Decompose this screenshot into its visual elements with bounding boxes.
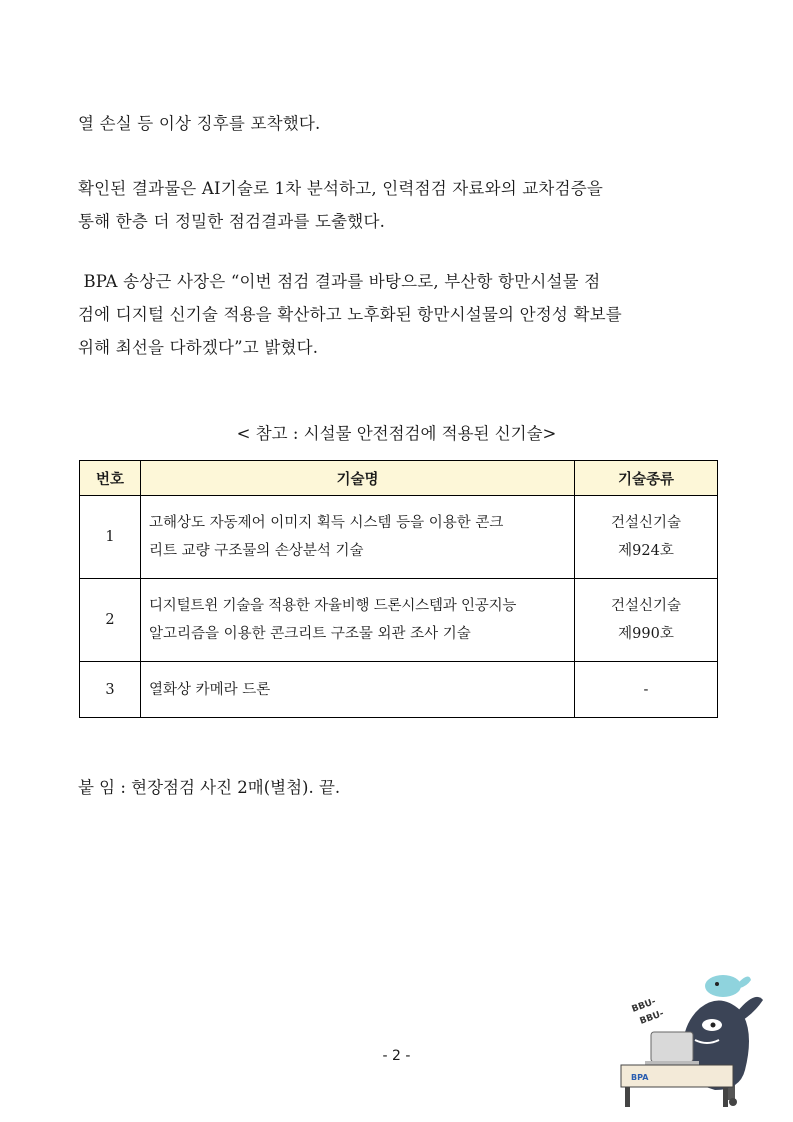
row-technology-name [141, 496, 575, 579]
table-header-row [80, 461, 718, 496]
header-technology-type: 기술종류 [575, 461, 718, 496]
paragraph-1 [78, 107, 718, 140]
page-number: - 2 - [382, 1048, 411, 1064]
row-number: 1 [80, 496, 141, 579]
technology-table [79, 460, 718, 718]
paragraph-line: 검에 디지털 신기술 적용을 확산하고 노후화된 항만시설물의 안정성 확보를 [78, 305, 622, 324]
baby-whale [705, 975, 741, 997]
row-number: 2 [80, 579, 141, 662]
laptop-base [645, 1061, 699, 1065]
table-caption: < 참고 : 시설물 안전점검에 적용된 신기술> [236, 424, 557, 443]
laptop-icon [651, 1032, 693, 1062]
desk-leg [625, 1087, 630, 1107]
cell-line: 제990호 [618, 626, 674, 642]
paragraph-line: 통해 한층 더 정밀한 점검결과를 도출했다. [78, 212, 386, 231]
header-number: 번호 [80, 461, 141, 496]
baby-whale-eye [715, 982, 719, 986]
whale-tail [737, 997, 763, 1020]
row-technology-name [141, 579, 575, 662]
paragraph-line: BPA 송상근 사장은 “이번 점검 결과를 바탕으로, 부산항 항만시설물 점 [78, 272, 601, 291]
cell-line: 디지털트윈 기술을 적용한 자율비행 드론시스템과 인공지능 [149, 598, 517, 614]
row-technology-type [575, 579, 718, 662]
table-row [80, 662, 718, 718]
header-technology-name: 기술명 [141, 461, 575, 496]
speech-text: BBU- [638, 1008, 666, 1027]
desk-logo: BPA [631, 1073, 649, 1082]
speech-text: BBU- [630, 996, 658, 1015]
table-row [80, 579, 718, 662]
row-number: 3 [80, 662, 141, 718]
paragraph-line: 확인된 결과물은 AI기술로 1차 분석하고, 인력점검 자료와의 교차검증을 [78, 179, 603, 198]
cell-line: - [643, 681, 649, 698]
cell-line: 리트 교량 구조물의 손상분석 기술 [149, 543, 364, 559]
cell-line: 건설신기술 [610, 598, 682, 614]
cell-line: 건설신기술 [610, 515, 682, 531]
cell-line: 열화상 카메라 드론 [149, 681, 271, 698]
row-technology-type [575, 662, 718, 718]
paragraph-line: 열 손실 등 이상 징후를 포착했다. [78, 114, 321, 133]
table-row [80, 496, 718, 579]
cell-line: 제924호 [618, 543, 674, 559]
row-technology-name [141, 662, 575, 718]
paragraph-2 [78, 172, 718, 238]
baby-whale-tail [739, 976, 751, 988]
cell-line: 알고리즘을 이용한 콘크리트 구조물 외관 조사 기술 [149, 626, 471, 642]
cell-line: 고해상도 자동제어 이미지 획득 시스템 등을 이용한 콘크 [149, 515, 504, 531]
paragraph-line: 위해 최선을 다하겠다”고 밝혔다. [78, 338, 319, 357]
whale-eye [711, 1023, 716, 1028]
paragraph-3 [78, 265, 718, 364]
chair-wheel [729, 1098, 737, 1106]
attachment-note: 붙 임 : 현장점검 사진 2매(별첨). 끝. [78, 778, 341, 797]
desk-leg [723, 1087, 728, 1107]
row-technology-type [575, 496, 718, 579]
whale-mascot-illustration [615, 960, 765, 1110]
